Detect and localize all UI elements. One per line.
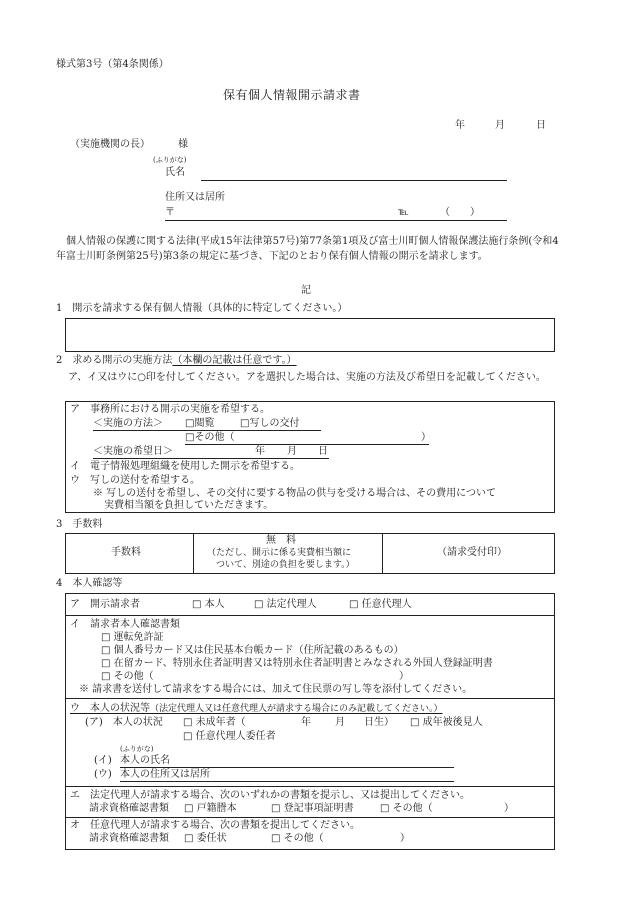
desired-date-line[interactable] <box>93 458 329 459</box>
desired-date-year: 年 <box>255 446 265 457</box>
section1-input-box[interactable] <box>65 318 555 352</box>
section2-note: ア、イ又はウに○印を付してください。アを選択した場合は、実施の方法及び希望日を記載してください。 <box>68 372 546 383</box>
principal-status-title <box>70 703 443 715</box>
requester-type-label: ア 開示請求者 <box>70 599 140 610</box>
tel-label: ℡ <box>398 207 409 218</box>
voluntary-proxy-checkbox[interactable]: □ 委任状 <box>184 833 227 844</box>
method-copy-checkbox[interactable]: □写しの交付 <box>240 418 300 429</box>
id-doc-license[interactable]: □ 運転免許証 <box>101 632 164 643</box>
section1-title: 1 開示を請求する保有個人情報（具体的に特定してください。） <box>56 303 348 314</box>
voluntary-agent-docs-note: オ 任意代理人が請求する場合、次の書類を提出してください。 <box>70 820 360 831</box>
principal-status-note: （法定代理人又は任意代理人が請求する場合にのみ記載してください。） <box>150 704 443 714</box>
date-day-label: 日 <box>536 120 546 131</box>
principal-birth-day: 日生） <box>364 717 394 728</box>
postal-mark: 〒 <box>165 207 175 218</box>
tel-paren: （ ） <box>440 207 480 218</box>
intro-paragraph: 個人情報の保護に関する法律(平成15年法律第57号)第77条第1項及び富士川町個人情報保護法施行条例(令和4年富士川町条例第25号)第3条の規定に基づき、下記のとおり保有個人情報の開示を請求します。 <box>56 236 559 262</box>
name-label: 氏名 <box>165 167 185 178</box>
copy-fee-note-1: ※ 写しの送付を希望し、その交付に要する物品の供与を受ける場合は、その費用について <box>93 488 496 499</box>
identity-divider-3 <box>65 786 555 787</box>
fee-table-divider-1 <box>193 533 194 574</box>
principal-address-line[interactable] <box>120 781 454 782</box>
principal-condition-label: (ア) 本人の状況 <box>85 717 163 728</box>
method-underline <box>93 430 321 431</box>
desired-date-month: 月 <box>287 446 297 457</box>
legal-koseki-checkbox[interactable]: □ 戸籍謄本 <box>184 803 237 814</box>
id-docs-label: イ 請求者本人確認書類 <box>70 619 180 630</box>
principal-minor-checkbox[interactable]: □ 未成年者（ <box>183 717 246 728</box>
identity-divider-2 <box>65 698 555 699</box>
principal-birth-year: 年 <box>301 717 311 728</box>
requester-self-checkbox[interactable]: □ 本人 <box>192 599 225 610</box>
voluntary-other-close: ） <box>400 833 410 844</box>
principal-address-label: 本人の住所又は居所 <box>120 769 210 780</box>
section2-title-optional: （本欄の記載は任意です。） <box>172 355 297 366</box>
legal-other-close: ） <box>504 803 514 814</box>
fee-free-note-1: （ただし、開示に係る実費相当額に <box>207 548 352 558</box>
principal-furigana-label: (ふりがな) <box>120 745 154 753</box>
method-other-close: ） <box>421 432 431 443</box>
identity-divider-1 <box>65 615 555 616</box>
address-input-line[interactable] <box>165 220 507 221</box>
id-doc-other[interactable]: □ その他（ <box>101 671 154 682</box>
requester-voluntary-agent-checkbox[interactable]: □ 任意代理人 <box>349 599 412 610</box>
principal-delegator-checkbox[interactable]: □ 任意代理人委任者 <box>183 731 276 742</box>
fee-free: 無 料 <box>266 535 296 546</box>
date-year-label: 年 <box>455 120 465 131</box>
principal-address-marker: (ウ) <box>94 769 112 780</box>
id-doc-residence-card[interactable]: □ 在留カード、特別永住者証明書又は特別永住者証明書とみなされる外国人登録証明書 <box>101 658 493 669</box>
section2-title <box>56 355 297 367</box>
desired-date-label: ＜実施の希望日＞ <box>93 446 173 457</box>
requester-legal-agent-checkbox[interactable]: □ 法定代理人 <box>254 599 317 610</box>
form-title: 保有個人情報開示請求書 <box>223 88 361 102</box>
legal-agent-docs-note: エ 法定代理人が請求する場合、次のいずれかの書類を提示し、又は提出してください。 <box>70 790 470 801</box>
identity-divider-4 <box>65 817 555 818</box>
form-number: 様式第3号（第4条関係） <box>56 59 169 70</box>
address-label: 住所又は居所 <box>165 192 225 203</box>
principal-name-label: 本人の氏名 <box>120 755 170 766</box>
method-other-checkbox[interactable]: □その他（ <box>185 432 235 443</box>
section2-option-i[interactable]: イ 電子情報処理組織を使用した開示を希望する。 <box>70 461 300 472</box>
method-other-line <box>185 444 429 445</box>
principal-status-label: ウ 本人の状況等 <box>70 703 150 714</box>
method-view-checkbox[interactable]: □閲覧 <box>185 418 215 429</box>
id-doc-mynumber[interactable]: □ 個人番号カード又は住民基本台帳カード（住所記載のあるもの） <box>101 645 404 656</box>
furigana-label: (ふりがな) <box>153 156 187 164</box>
legal-registry-checkbox[interactable]: □ 登記事項証明書 <box>271 803 354 814</box>
legal-agent-docs-label: 請求資格確認書類 <box>89 803 169 814</box>
section3-title: 3 手数料 <box>56 519 103 530</box>
principal-ward-checkbox[interactable]: □ 成年被後見人 <box>410 717 483 728</box>
voluntary-agent-docs-label: 請求資格確認書類 <box>89 833 169 844</box>
ki-label: 記 <box>301 285 311 296</box>
section4-title: 4 本人確認等 <box>56 578 123 589</box>
method-label: ＜実施の方法＞ <box>93 418 163 429</box>
copy-fee-note-2: 実費相当額を負担していただきます。 <box>104 500 274 511</box>
voluntary-other-checkbox[interactable]: □ その他（ <box>271 833 324 844</box>
fee-free-note-2: ついて、別途の負担を要します。） <box>216 560 355 570</box>
name-input-line[interactable] <box>201 180 507 181</box>
id-doc-other-close: ） <box>399 671 409 682</box>
honorific-label: 様 <box>178 139 188 150</box>
desired-date-day: 日 <box>318 446 328 457</box>
section2-option-a[interactable]: ア 事務所における開示の実施を希望する。 <box>70 404 270 415</box>
principal-name-marker: (イ) <box>94 755 112 766</box>
date-month-label: 月 <box>495 120 505 131</box>
receipt-stamp-label: （請求受付印） <box>437 547 507 558</box>
id-mail-note: ※ 請求書を送付して請求をする場合には、加えて住民票の写し等を添付してください。 <box>79 684 473 695</box>
fee-table-divider-2 <box>382 533 383 574</box>
section2-title-main: 2 求める開示の実施方法 <box>56 355 173 366</box>
legal-other-checkbox[interactable]: □ その他（ <box>380 803 433 814</box>
fee-label: 手数料 <box>111 547 141 558</box>
principal-name-line[interactable] <box>120 767 454 768</box>
principal-birth-month: 月 <box>335 717 345 728</box>
agency-head-label: （実施機関の長） <box>70 139 150 150</box>
section2-option-u[interactable]: ウ 写しの送付を希望する。 <box>70 475 200 486</box>
